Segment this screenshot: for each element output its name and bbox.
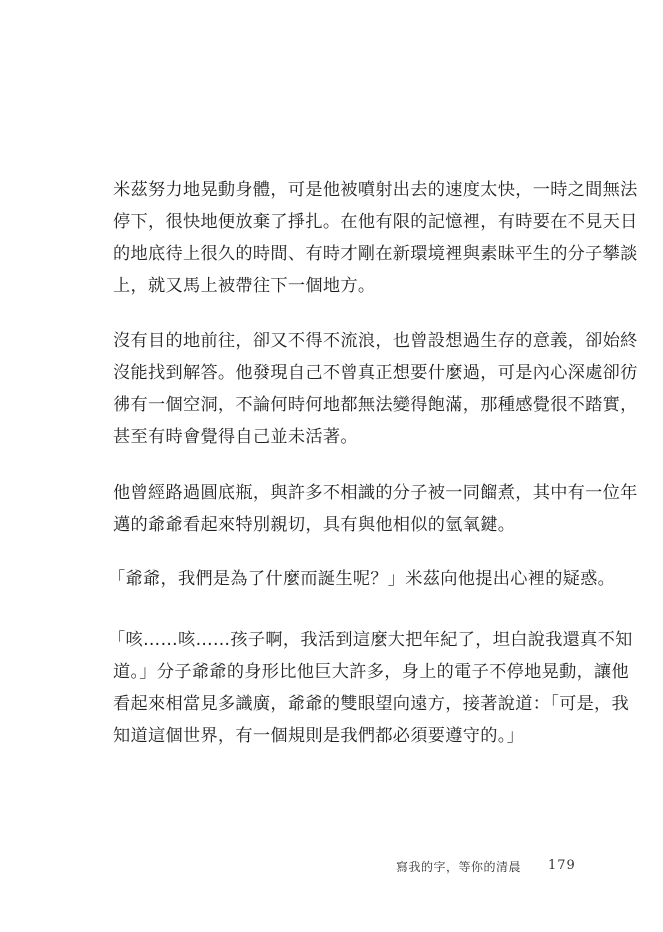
text-line: 米茲努力地晃動身體，可是他被噴射出去的速度太快，一時之間無法 — [113, 180, 638, 200]
text-line: 的地底待上很久的時間、有時才剛在新環境裡與素昧平生的分子攀談 — [113, 244, 638, 264]
text-line: 他曾經路過圓底瓶，與許多不相識的分子被一同餾煮，其中有一位年 — [113, 483, 638, 503]
text-line: 彿有一個空洞，不論何時何地都無法變得飽滿，那種感覺很不踏實， — [113, 395, 638, 415]
paragraph-5 — [108, 624, 633, 752]
running-title: 寫我的字，等你的清晨 — [396, 860, 522, 874]
text-line: 沒有目的地前往，卻又不得不流浪，也曾設想過生存的意義，卻始終 — [113, 331, 638, 351]
text-line: 「爺爺，我們是為了什麼而誕生呢？」米茲向他提出心裡的疑惑。 — [108, 569, 616, 589]
page-footer — [396, 858, 576, 875]
page-number: 179 — [548, 858, 576, 873]
paragraph-2 — [113, 325, 638, 453]
text-line: 邁的爺爺看起來特別親切，具有與他相似的氫氧鍵。 — [113, 515, 516, 535]
text-line: 停下，很快地便放棄了掙扎。在他有限的記憶裡，有時要在不見天日 — [113, 212, 638, 232]
text-line: 看起來相當見多識廣，爺爺的雙眼望向遠方，接著說道：「可是，我 — [113, 694, 630, 714]
paragraph-3 — [113, 477, 638, 541]
text-line: 知道這個世界，有一個規則是我們都必須要遵守的。」 — [113, 726, 525, 746]
paragraph-4 — [108, 563, 616, 595]
text-line: 道。」分子爺爺的身形比他巨大許多，身上的電子不停地晃動，讓他 — [113, 662, 630, 682]
paragraph-1 — [113, 174, 638, 302]
text-line: 「咳……咳……孩子啊，我活到這麼大把年紀了，坦白說我還真不知 — [108, 630, 633, 650]
text-line: 上，就又馬上被帶往下一個地方。 — [113, 276, 376, 296]
text-line: 甚至有時會覺得自己並未活著。 — [113, 427, 358, 447]
text-line: 沒能找到解答。他發現自己不曾真正想要什麼過，可是內心深處卻彷 — [113, 363, 638, 383]
